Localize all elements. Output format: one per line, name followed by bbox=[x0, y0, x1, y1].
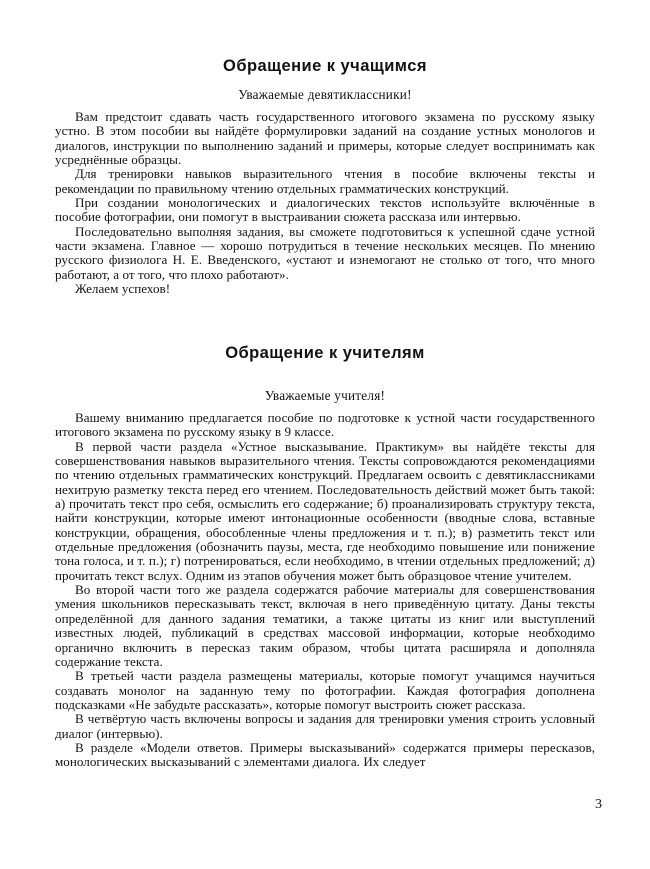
paragraph: Последовательно выполняя задания, вы сможете подготовиться к успешной сдаче устной части экзамена. Главное — хорошо потрудиться в течение нескольких месяцев. По мнению русского физиолога Н. Е. Введенского, «устают и изнемогают не столько от того, что много работают, а от того, что плохо работают». bbox=[55, 223, 595, 282]
body-students bbox=[55, 110, 595, 296]
paragraph: Вам предстоит сдавать часть государственного итогового экзамена по русскому языку устно. В этом пособии вы найдёте формулировки заданий на создание устных монологов и диалогов, инструкции по выполнению заданий и примеры, которые следует воспринимать как усреднённые образцы. bbox=[55, 109, 595, 168]
paragraph: Вашему вниманию предлагается пособие по подготовке к устной части государственного итогового экзамена по русскому языку в 9 классе. bbox=[55, 410, 595, 440]
paragraph: Желаем успехов! bbox=[75, 281, 171, 297]
section-students bbox=[55, 57, 595, 76]
paragraph: Для тренировки навыков выразительного чтения в пособие включены тексты и рекомендации по правильному чтению отдельных грамматических конструкций. bbox=[55, 166, 595, 196]
paragraph: В четвёртую часть включены вопросы и задания для тренировки умения строить условный диалог (интервью). bbox=[55, 711, 595, 741]
paragraph: В третьей части раздела размещены материалы, которые помогут учащимся научиться создавать монолог на заданную тему по фотографии. Каждая фотография дополнена подсказками «Не забудьте рассказать», которые помогут выстроить сюжет рассказа. bbox=[55, 668, 595, 712]
salutation-teachers-wrap bbox=[55, 388, 595, 404]
paragraph: При создании монологических и диалогических текстов используйте включённые в пособие фотографии, они помогут в выстраивании сюжета рассказа или интервью. bbox=[55, 195, 595, 225]
paragraph: В первой части раздела «Устное высказывание. Практикум» вы найдёте тексты для совершенствования навыков выразительного чтения. Тексты сопровождаются рекомендациями по чтению отдельных грамматических конструкций. Предлагаем освоить с девятиклассниками нехитрую разметку текста перед его чтением. Последовательность действий может быть такой: а) прочитать текст про себя, осмыслить его содержание; б) проанализировать структуру текста, найти конструкции, которые имеют интонационные особенности (вводные слова, вставные конструкции, обращения, обособленные члены предложения и т. п.); в) разметить текст или отдельные предложения (обозначить паузы, места, где необходимо повышение или понижение тона голоса, и т. п.); г) потренироваться, если необходимо, в чтении отдельных предложений; д) прочитать текст вслух. Одним из этапов обучения может быть образцовое чтение учителем. bbox=[55, 438, 595, 583]
salutation-students: Уважаемые девятиклассники! bbox=[238, 87, 412, 102]
page-number: 3 bbox=[595, 797, 602, 812]
paragraph: В разделе «Модели ответов. Примеры высказываний» содержатся примеры пересказов, монологических высказываний с элементами диалога. Их следует bbox=[55, 739, 595, 770]
body-teachers bbox=[55, 411, 595, 770]
salutation-teachers: Уважаемые учителя! bbox=[264, 388, 386, 403]
paragraph: Во второй части того же раздела содержатся рабочие материалы для совершенствования умения школьников пересказывать текст, включая в него приведённую цитату. Даны тексты определённой для данного задания тематики, а также цитаты из книг или выступлений известных людей, публикаций в средствах массовой информации, которые необходимо органично включить в пересказ таким образом, чтобы цитата расширяла и дополняла содержание текста. bbox=[55, 582, 595, 669]
section-teachers bbox=[55, 344, 595, 363]
section-title-teachers: Обращение к учителям bbox=[225, 344, 425, 362]
salutation-students-wrap bbox=[55, 87, 595, 103]
section-title-students: Обращение к учащимся bbox=[223, 57, 427, 75]
